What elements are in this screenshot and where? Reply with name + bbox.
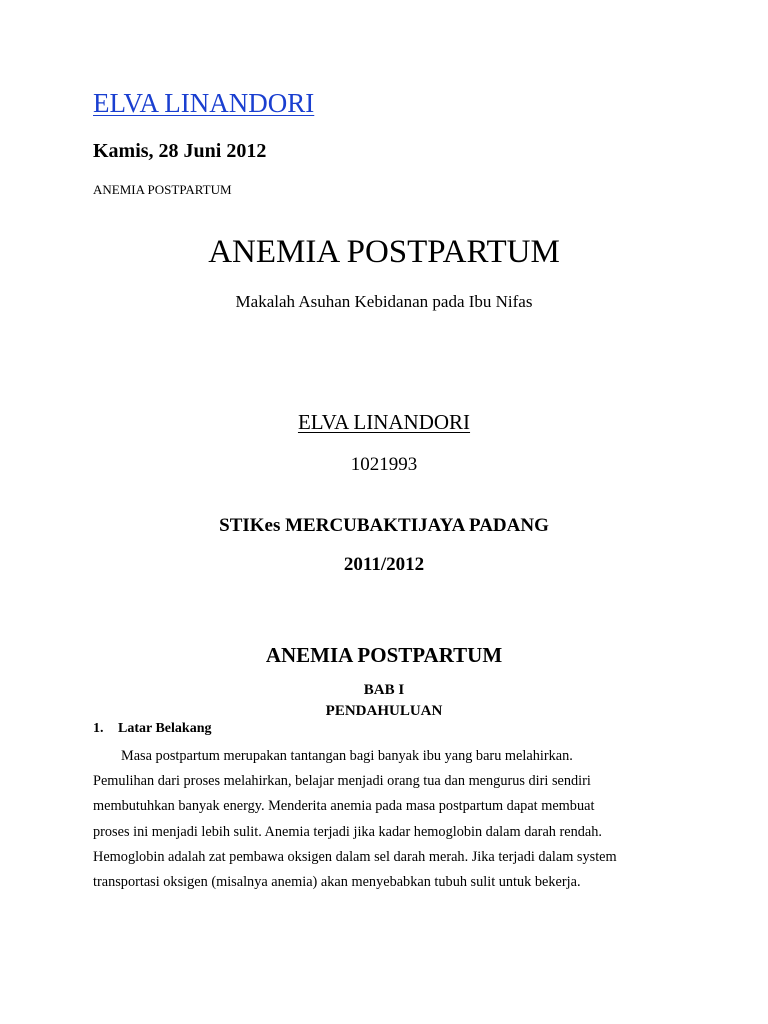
chapter-number: BAB I <box>363 682 405 698</box>
author-wrapper <box>0 410 768 435</box>
author-name: ELVA LINANDORI <box>297 410 471 434</box>
section-heading: ANEMIA POSTPARTUM <box>265 643 503 667</box>
academic-year: 2011/2012 <box>343 554 425 575</box>
document-title: ANEMIA POSTPARTUM <box>208 234 560 270</box>
paragraph-line: proses ini menjadi lebih sulit. Anemia terjadi jika kadar hemoglobin dalam darah rendah. <box>93 823 602 840</box>
post-date: Kamis, 28 Juni 2012 <box>93 140 267 162</box>
student-id: 1021993 <box>350 454 418 475</box>
paragraph-line: transportasi oksigen (misalnya anemia) akan menyebabkan tubuh sulit untuk bekerja. <box>93 874 581 891</box>
blog-title-link[interactable]: ELVA LINANDORI <box>93 88 315 118</box>
subsection-title: Latar Belakang <box>118 721 212 736</box>
chapter-title: PENDAHULUAN <box>325 703 443 719</box>
post-title: ANEMIA POSTPARTUM <box>93 182 232 197</box>
paragraph-line: Masa postpartum merupakan tantangan bagi banyak ibu yang baru melahirkan. <box>121 748 573 764</box>
document-subtitle: Makalah Asuhan Kebidanan pada Ibu Nifas <box>235 292 533 311</box>
institution-name: STIKes MERCUBAKTIJAYA PADANG <box>219 515 549 536</box>
subsection-heading <box>93 721 211 737</box>
body-paragraph <box>93 744 693 895</box>
paragraph-line: membutuhkan banyak energy. Menderita anemia pada masa postpartum dapat membuat <box>93 798 595 815</box>
paragraph-line: Pemulihan dari proses melahirkan, belajar menjadi orang tua dan mengurus diri sendiri <box>93 773 591 790</box>
subsection-number: 1. <box>93 721 104 736</box>
paragraph-line: Hemoglobin adalah zat pembawa oksigen dalam sel darah merah. Jika terjadi dalam system <box>93 848 617 865</box>
